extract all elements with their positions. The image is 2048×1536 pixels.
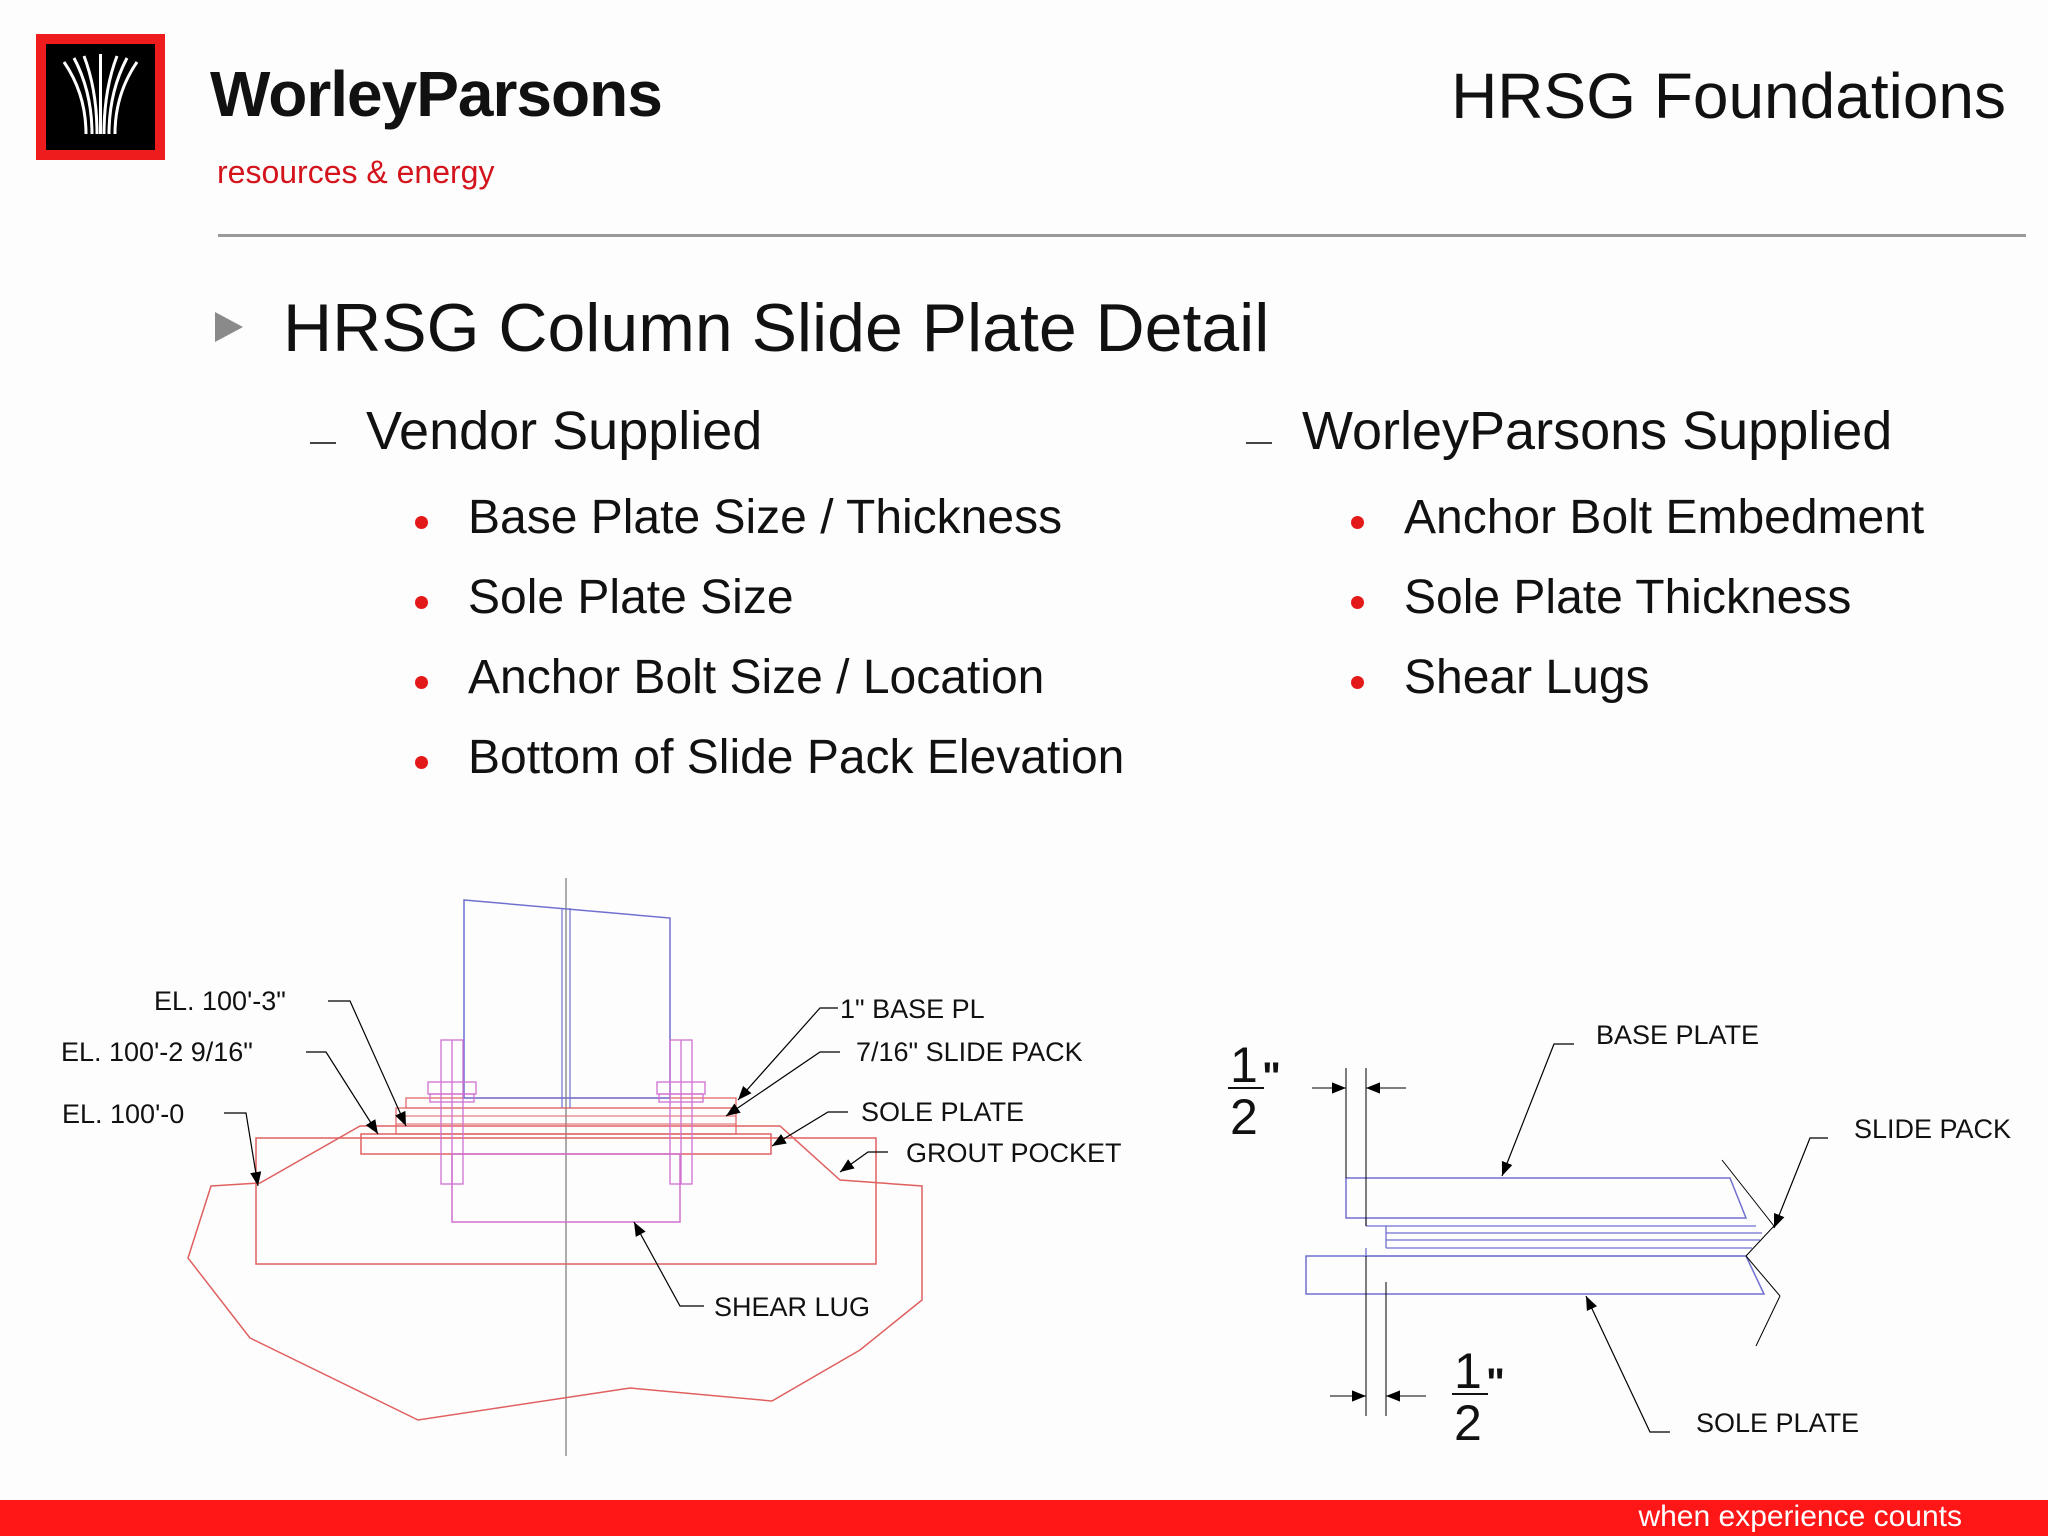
label-slide-pack: 7/16" SLIDE PACK <box>856 1037 1083 1067</box>
label-el-bottom: EL. 100'-0 <box>62 1099 185 1129</box>
label-grout-pocket: GROUT POCKET <box>906 1138 1122 1168</box>
leader-slide-pack <box>726 1052 840 1116</box>
label-slide-pack-detail: SLIDE PACK <box>1854 1114 2012 1144</box>
slide-title: HRSG Foundations <box>1451 60 2006 132</box>
leader-base-plate <box>1502 1044 1574 1176</box>
worley-title: WorleyParsons Supplied <box>1302 401 1893 461</box>
dim-top-unit: " <box>1262 1055 1281 1099</box>
dimension-top <box>1312 1068 1406 1226</box>
concrete-pedestal <box>188 1126 922 1420</box>
dim-bottom-unit: " <box>1486 1361 1505 1405</box>
list-item-text: Bottom of Slide Pack Elevation <box>468 731 1125 784</box>
column-shape <box>464 900 670 1098</box>
leader-grout-pocket <box>840 1152 888 1172</box>
dim-bottom-denominator: 2 <box>1454 1395 1482 1451</box>
leader-base-pl <box>738 1008 838 1100</box>
list-item-text: Shear Lugs <box>1404 651 1650 704</box>
leader-el-top <box>328 1001 406 1126</box>
label-shear-lug: SHEAR LUG <box>714 1292 871 1322</box>
list-item-text: Sole Plate Size <box>468 571 794 624</box>
brand-name: WorleyParsons <box>210 58 662 130</box>
dim-top-numerator: 1 <box>1230 1037 1258 1093</box>
base-plate-shape <box>406 1098 736 1108</box>
sole-plate-detail <box>1306 1256 1764 1294</box>
left-section-detail <box>61 878 1122 1456</box>
footer-bar <box>0 1500 2048 1536</box>
label-el-top: EL. 100'-3" <box>154 986 286 1016</box>
right-enlarged-detail <box>1228 1020 2011 1451</box>
vendor-title: Vendor Supplied <box>366 401 763 461</box>
list-item-text: Anchor Bolt Embedment <box>1404 491 1925 544</box>
base-plate-detail <box>1346 1178 1746 1218</box>
list-item-text: Anchor Bolt Size / Location <box>468 651 1045 704</box>
footer-slogan: when experience counts <box>1638 1500 1962 1533</box>
main-heading-text: HRSG Column Slide Plate Detail <box>283 290 1270 366</box>
leader-el-bottom <box>224 1113 258 1186</box>
label-base-plate: BASE PLATE <box>1596 1020 1760 1050</box>
label-base-pl: 1" BASE PL <box>840 994 985 1024</box>
label-sole-plate: SOLE PLATE <box>861 1097 1025 1127</box>
label-el-mid: EL. 100'-2 9/16" <box>61 1037 253 1067</box>
dim-top-denominator: 2 <box>1230 1089 1258 1145</box>
list-item-text: Sole Plate Thickness <box>1404 571 1852 624</box>
brand-tagline: resources & energy <box>217 154 495 190</box>
leader-sole-plate-detail <box>1586 1296 1670 1432</box>
leader-slide-pack-detail <box>1774 1138 1828 1228</box>
slide-pack-detail <box>1366 1218 1762 1256</box>
dim-bottom-numerator: 1 <box>1454 1343 1482 1399</box>
label-sole-plate-detail: SOLE PLATE <box>1696 1408 1860 1438</box>
leader-el-mid <box>306 1052 378 1134</box>
list-item-text: Base Plate Size / Thickness <box>468 491 1063 544</box>
dimension-bottom <box>1330 1256 1426 1416</box>
